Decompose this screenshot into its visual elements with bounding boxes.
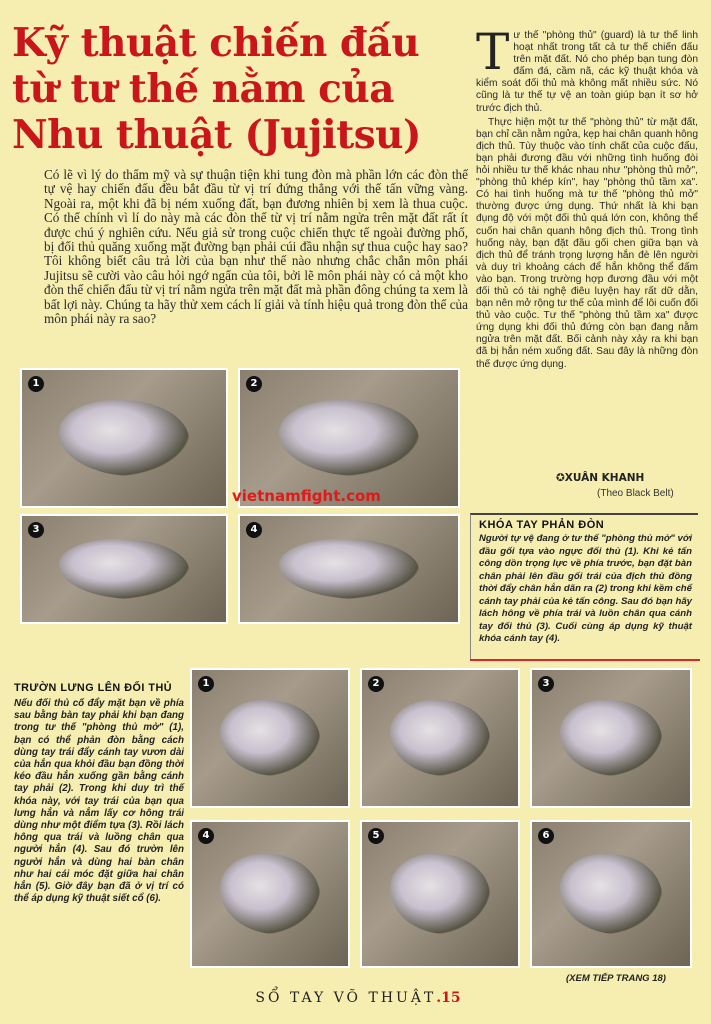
sidebar-truon-lung xyxy=(14,682,184,905)
page-number: .15 xyxy=(436,990,461,1006)
sidebar-text: Nếu đối thủ cố đẩy mặt bạn về phía sau bằng bàn tay phải khi bạn đang trong tư thế "phòng thủ mở" (1), bạn có thể phản đòn bằng cách dùng tay trái đẩy cánh tay vươn dài của hắn qua khỏi đầu bạn đồng thời kéo đầu hắn xuống gần bằng cánh tay phải (2). Trong khi duy trì thế khóa này, với tay trái của bạn qua lưng hắn và nắm lấy cơ hông trái dùng như một điểm tựa (3). Rồi lách hông qua trái và luồng chân qua người hắn (4). Sau đó trườn lên người hắn và dùng hai bàn chân như hai cái móc đặt giữa hai chân hắn (5). Giờ đây bạn đã ở vị trí có thể áp dụng kỹ thuật siết cổ (6). xyxy=(14,698,184,905)
photo-number: 3 xyxy=(28,522,44,538)
photo-bottom-1 xyxy=(190,668,350,808)
continued-note: (XEM TIẾP TRANG 18) xyxy=(566,973,666,984)
magazine-name: SỔ TAY VÕ THUẬT xyxy=(255,990,437,1006)
photo-bottom-2 xyxy=(360,668,520,808)
photo-bottom-6 xyxy=(530,820,692,968)
photo-number: 5 xyxy=(368,828,384,844)
photo-number: 2 xyxy=(246,376,262,392)
photo-bottom-5 xyxy=(360,820,520,968)
author-name: ✪XUÂN KHANH xyxy=(556,472,645,484)
sidebar-khoa-tay xyxy=(470,513,698,659)
source-credit: (Theo Black Belt) xyxy=(597,488,674,499)
article-title: Kỹ thuật chiến đấu từ tư thế nằm của Nhu thuật (Jujitsu) xyxy=(12,20,421,158)
photo-number: 4 xyxy=(198,828,214,844)
watermark: vietnamfight.com xyxy=(232,487,381,505)
intro-paragraph-1 xyxy=(476,23,698,115)
photo-bottom-4 xyxy=(190,820,350,968)
drop-cap: T xyxy=(476,23,510,81)
photo-number: 6 xyxy=(538,828,554,844)
photo-top-1 xyxy=(20,368,228,508)
photo-number: 4 xyxy=(246,522,262,538)
intro-paragraph-2: Thực hiện một tư thế "phòng thủ" từ mặt đất, bạn chỉ cần nằm ngửa, kẹp hai chân quanh hông địch thủ. Tùy thuộc vào tính chất của cuộc đấu, bạn phải đương đầu với những tình huống đòi hỏi nhiều tư thế khác nhau như "phòng thủ mở", "phòng thủ khép kín", hay "phòng thủ tầm xa". Có hai tình huống mà tư thế "phòng thủ mở" thường được ứng dụng. Thứ nhất là khi bạn đụng độ với một đối thủ quá lớn con, không thể cuốn hai chân quanh hông địch thủ. Trong tình huống này, bạn đặt đầu gối chen giữa bạn và địch thủ để tránh trọng lượng hắn đè lên người và duy trì khoảng cách để hắn không thể đấm vào bạn. Trong trường hợp đương đầu với một đối thủ có tài nghệ điêu luyện hay rất dữ dằn, bạn nên mở rộng tư thế của mình để lôi cuốn đối thủ vào cuộc. Tư thế "phòng thủ tầm xa" được ứng dụng khi đối thủ đứng còn bạn đang nằm ngửa trên mặt đất. Bối cảnh này xảy ra khi bạn đã bị hắn ném xuống đất. Sau đây là những đòn thế được ứng dụng. xyxy=(476,116,698,370)
sidebar-title: TRƯỜN LƯNG LÊN ĐỐI THỦ xyxy=(14,682,173,694)
intro-column xyxy=(476,23,698,373)
photo-top-4 xyxy=(238,514,460,624)
photo-number: 1 xyxy=(28,376,44,392)
article-lead: Có lẽ vì lý do thẩm mỹ và sự thuận tiện khi tung đòn mà phần lớn các đòn thế tự vệ hay chiến đấu đều bắt đầu từ vị trí đứng thẳng với thế tấn vững vàng. Ngoài ra, một khi đã bị ném xuống đất, bạn đương nhiên bị xem là thua cuộc. Có thể chính vì lí do này mà các đòn thế từ vị trí nằm ngửa trên mặt đất rất ít được chú ý nghiên cứu. Nếu giả sử trong cuộc chiến thực tế ngoài đường phố, bị đối thủ quăng xuống mặt đường bạn phải cúi đầu nhận sự thua cuộc hay sao? Tôi không biết câu trả lời của bạn như thế nào nhưng chắc chắn môn phái Jujitsu sẽ cười vào câu hỏi ngớ ngẩn của tôi, bởi lẽ môn phái này có cả một kho đòn thế chiến đấu từ vị trí nằm ngửa trên mặt đất mà phần đông chúng ta xem là bất lợi này. Chúng ta hãy thử xem cách lí giải và tính hiệu quả trong đòn thế của môn phái này ra sao? xyxy=(44,167,468,327)
intro-paragraph-1-text: ư thế "phòng thủ" (guard) là tư thế linh hoạt nhất trong tất cả tư thế chiến đấu trên mặt đất. Nó cho phép bạn tung đòn đấm đá, cầm nã, các kỹ thuật khóa và kiểm soát đối thủ mà không mất nhiều sức. Nó cũng là tư thế tự vệ an toàn giúp bạn ít sơ hở trước địch thủ. xyxy=(476,30,698,114)
page-footer xyxy=(238,990,478,1006)
photo-number: 1 xyxy=(198,676,214,692)
sidebar-title: KHÓA TAY PHẢN ĐÒN xyxy=(479,519,605,531)
photo-number: 3 xyxy=(538,676,554,692)
photo-number: 2 xyxy=(368,676,384,692)
divider-line xyxy=(470,659,700,661)
photo-top-3 xyxy=(20,514,228,624)
photo-bottom-3 xyxy=(530,668,692,808)
sidebar-text: Người tự vệ đang ở tư thế "phòng thủ mở" với đầu gối tựa vào ngực đối thủ (1). Khi kẻ tấn công dồn trọng lực về phía trước, bạn đặt bàn chân phải lên đầu gối trái của địch thủ đồng thời đẩy chân hắn dãn ra (2) trong khi kềm chế cánh tay phải của kẻ tấn công. Sau đó bạn hãy lách hông về phía trái và luồn chân qua cánh tay đối thủ (3). Cuối cùng áp dụng kỹ thuật khóa cánh tay (4). xyxy=(479,533,692,644)
